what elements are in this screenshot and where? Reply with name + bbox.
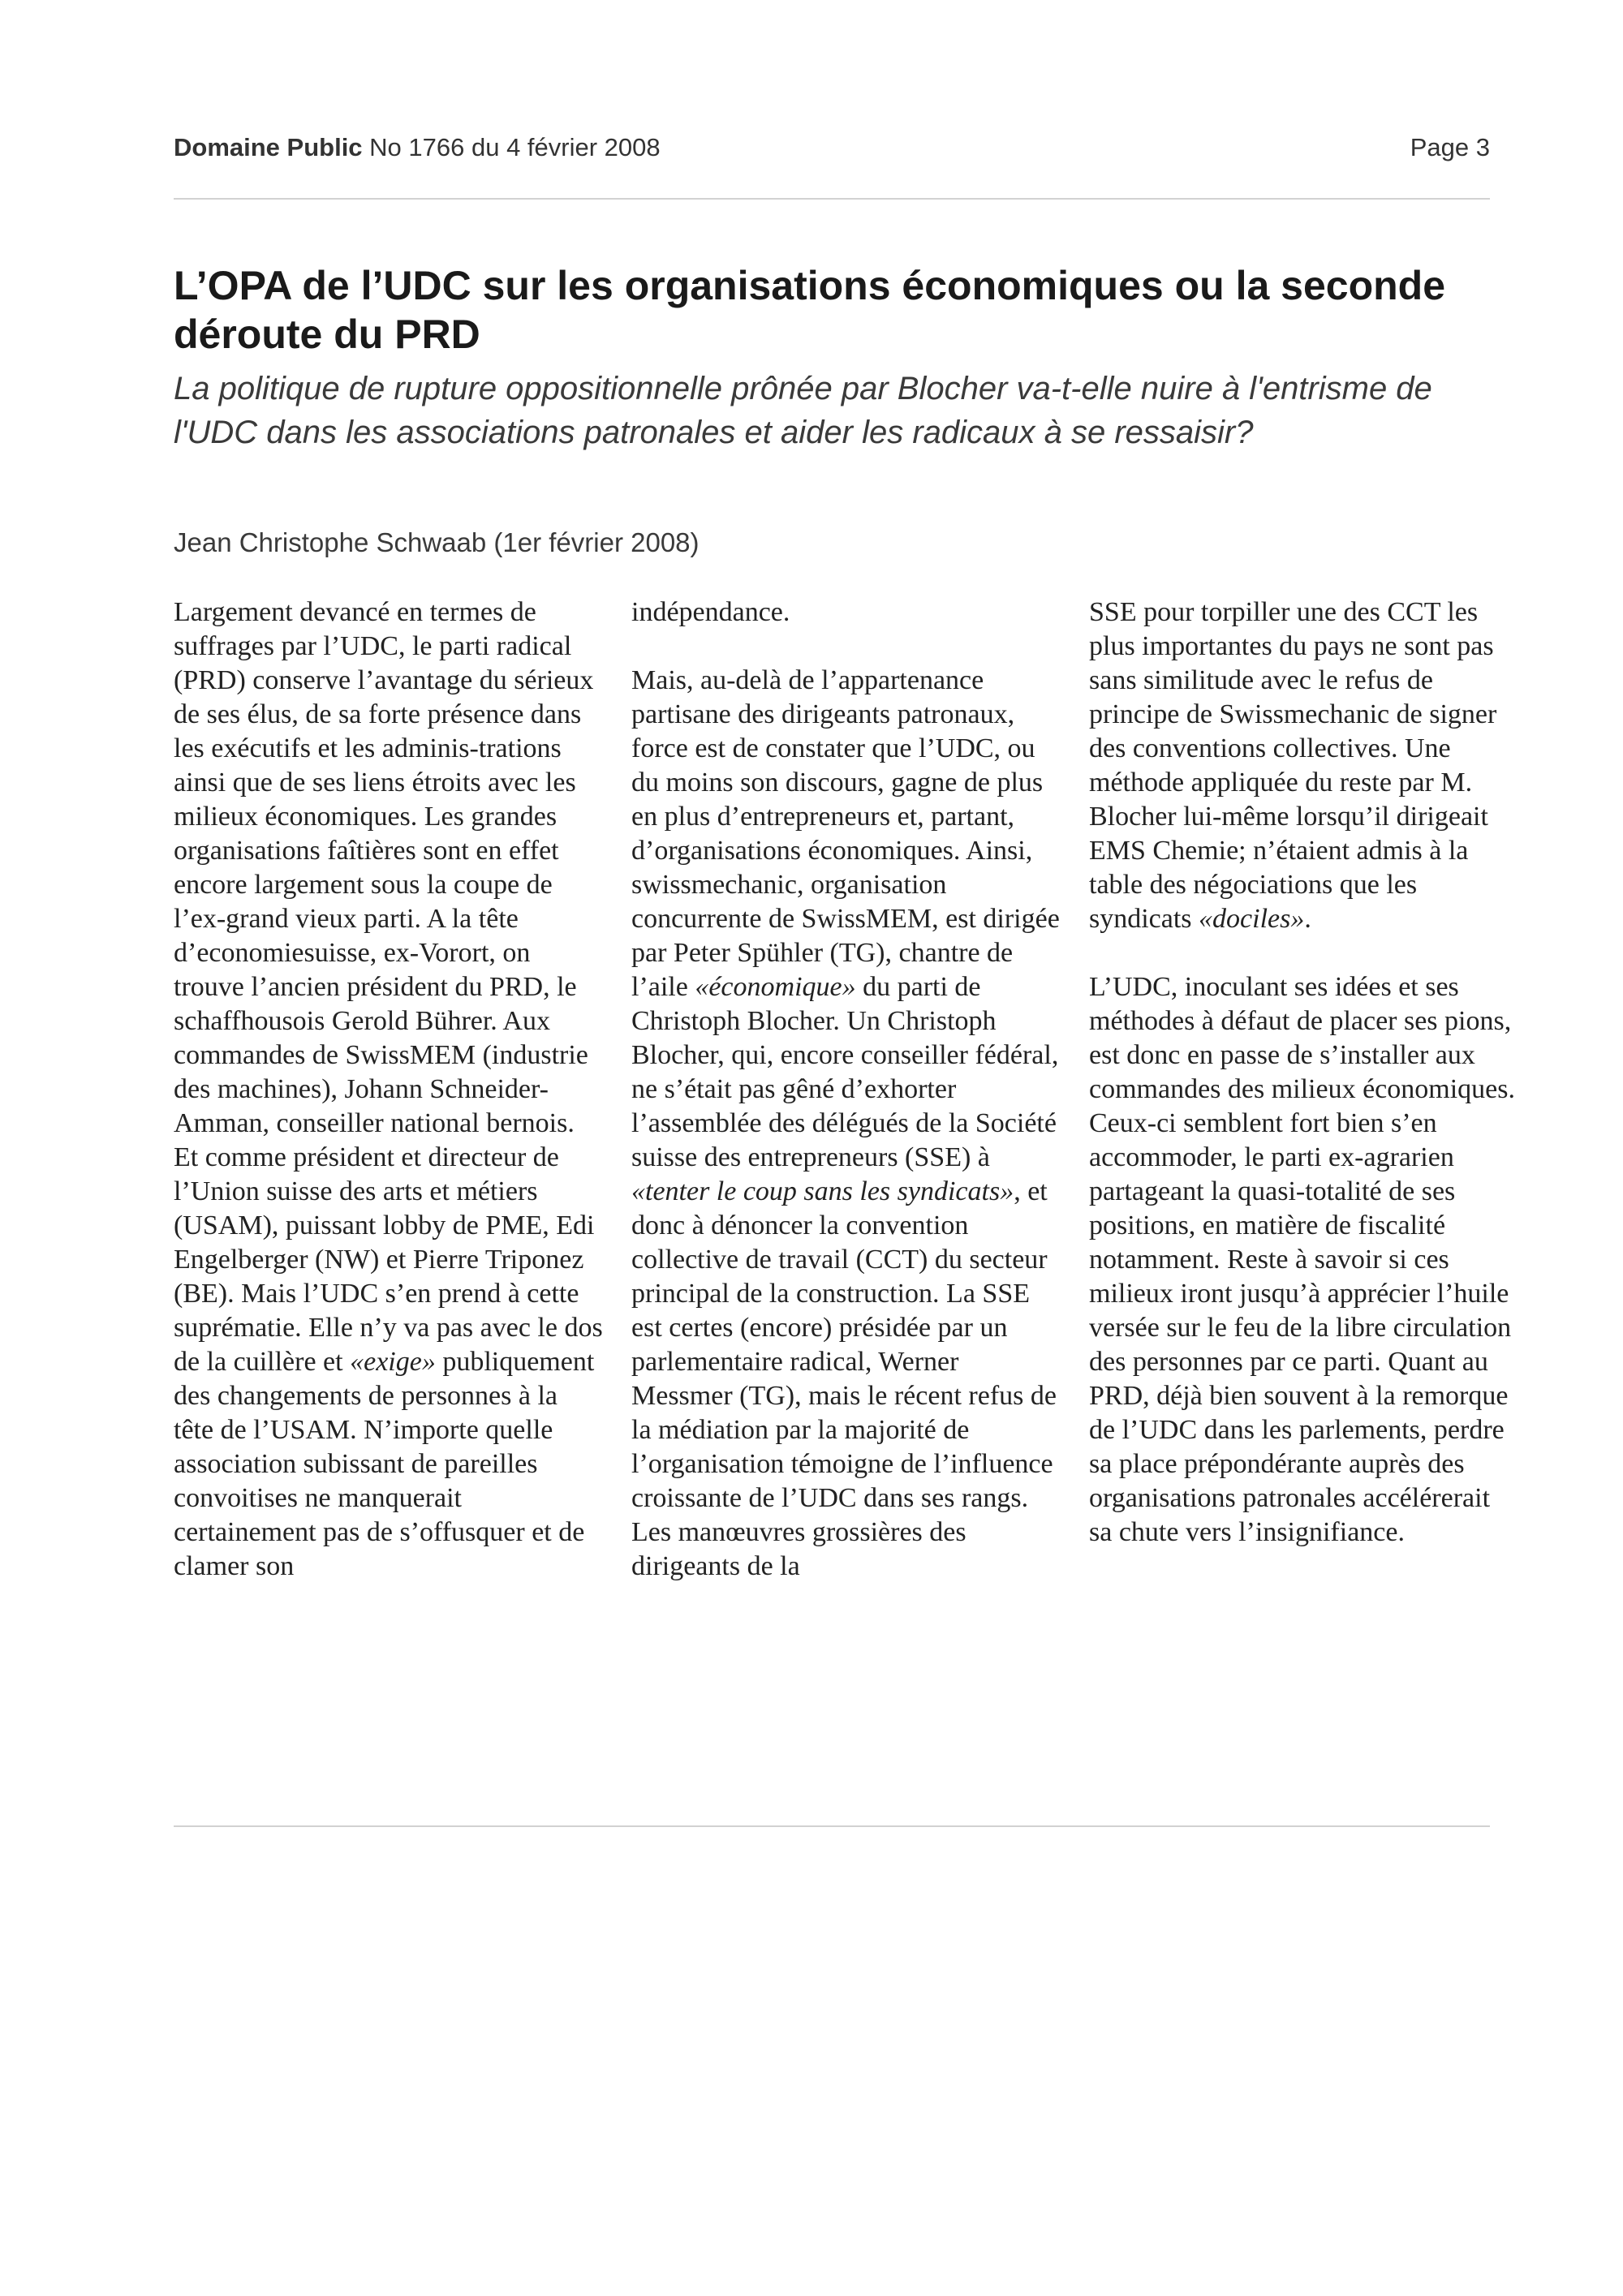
paragraph-text: , et donc à dénoncer la convention collective de travail (CCT) du secteur principal de la construction. La SSE est certes (encore) présidée par un parlementaire radical, Werner Messmer (TG), mais le récent refus de la médiation par la majorité de l’organisation témoigne de l’influence croissante de l’UDC dans ses rangs. Les manœuvres grossières des dirigeants de la (631, 1176, 1057, 1581)
article-column-2 (631, 595, 1061, 1618)
issue-info (174, 133, 661, 162)
paragraph (631, 664, 1061, 1584)
paragraph-text: Mais, au-delà de l’appartenance partisane des dirigeants patronaux, force est de constater que l’UDC, ou du moins son discours, gagne de plus en plus d’entrepreneurs et, partant, d’organisations économiques. Ainsi, swissmechanic, organisation concurrente de SwissMEM, est dirigée par Peter Spühler (TG), chantre de l’aile (631, 665, 1060, 1002)
paragraph-text: publiquement des changements de personnes à la tête de l’USAM. N’importe quelle association subissant de pareilles convoitises ne manquerait certainement pas de s’offusquer et de clamer son (174, 1347, 595, 1581)
issue-number: No 1766 du 4 février 2008 (369, 133, 661, 161)
paragraph-text: Largement devancé en termes de suffrages par l’UDC, le parti radical (PRD) conserve l’avantage du sérieux de ses élus, de sa forte présence dans les exécutifs et les adminis-trations ainsi que de ses liens étroits avec les milieux économiques. Les grandes organisations faîtières sont en effet encore largement sous la coupe de l’ex-grand vieux parti. A la tête d’economiesuisse, ex-Vorort, on trouve l’ancien président du PRD, le schaffhousois Gerold Bührer. Aux commandes de SwissMEM (industrie des machines), Johann Schneider-Amman, conseiller national bernois. Et comme président et directeur de l’Union suisse des arts et métiers (USAM), puissant lobby de PME, Edi Engelberger (NW) et Pierre Triponez (BE). Mais l’UDC s’en prend à cette suprématie. Elle n’y va pas avec le dos de la cuillère et (174, 597, 603, 1377)
page-header (174, 133, 1490, 162)
article-subtitle: La politique de rupture oppositionnelle prônée par Blocher va-t-elle nuire à l'entrisme de l'UDC dans les associations patronales et aider les radicaux à se ressaisir? (174, 371, 1432, 450)
publication-name: Domaine Public (174, 133, 363, 161)
paragraph-text: SSE pour torpiller une des CCT les plus importantes du pays ne sont pas sans similitude avec le refus de principe de Swissmechanic de signer des conventions collectives. Une méthode appliquée du reste par M. Blocher lui-même lorsqu’il dirigeait EMS Chemie; n’étaient admis à la table des négociations que les syndicats (1089, 597, 1497, 934)
footer-divider (174, 1825, 1490, 1827)
quote: «dociles» (1199, 904, 1305, 934)
paragraph: indépendance. (631, 597, 790, 627)
article-byline: Jean Christophe Schwaab (1er février 2008) (174, 527, 700, 557)
header-divider (174, 198, 1490, 200)
quote: «exige» (350, 1347, 436, 1377)
quote: «économique» (695, 972, 856, 1002)
paragraph (174, 595, 604, 1584)
page-number: Page 3 (1410, 133, 1490, 161)
paragraph (1089, 595, 1519, 936)
article-title: L’OPA de l’UDC sur les organisations économiques ou la seconde déroute du PRD (174, 263, 1446, 357)
paragraph: L’UDC, inoculant ses idées et ses méthodes à défaut de placer ses pions, est donc en passe de s’installer aux commandes des milieux économiques. Ceux-ci semblent fort bien s’en accommoder, le parti ex-agrarien partageant la quasi-totalité de ses positions, en matière de fiscalité notamment. Reste à savoir si ces milieux iront jusqu’à apprécier l’huile versée sur le feu de la libre circulation des personnes par ce parti. Quant au PRD, déjà bien souvent à la remorque de l’UDC dans les parlements, perdre sa place prépondérante auprès des organisations patronales accélérerait sa chute vers l’insignifiance. (1089, 972, 1515, 1547)
quote: «tenter le coup sans les syndicats» (631, 1176, 1014, 1206)
paragraph-text: . (1304, 904, 1311, 934)
paragraph-text: du parti de Christoph Blocher. Un Christoph Blocher, qui, encore conseiller fédéral, ne s’était pas gêné d’exhorter l’assemblée des délégués de la Société suisse des entrepreneurs (SSE) à (631, 972, 1059, 1172)
article-column-3 (1089, 595, 1519, 1584)
article-column-1 (174, 595, 604, 1618)
